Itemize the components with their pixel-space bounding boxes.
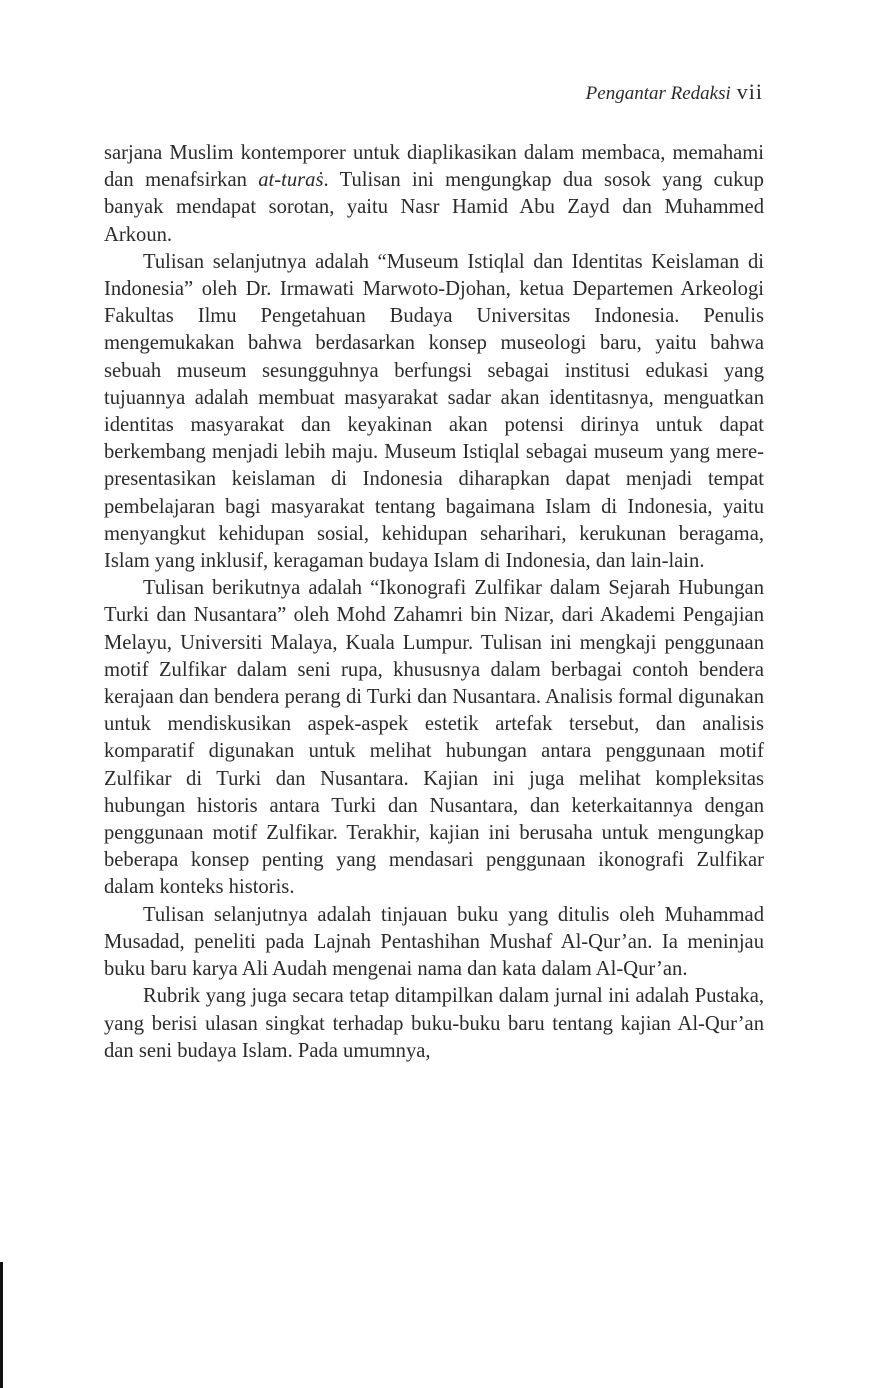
paragraph-3: Tulisan berikutnya adalah “Ikonografi Zulfikar dalam Sejarah Hubungan Turki dan Nusantara” oleh Mohd Zahamri bin Nizar, dari Akademi Pengajian Melayu, Universiti Malaya, Kuala Lumpur. Tulisan ini mengkaji penggunaan motif Zulfikar dalam seni rupa, khususnya dalam berbagai contoh bendera kerajaan dan bendera perang di Turki dan Nusantara. Analisis formal digunakan untuk mendiskusikan aspek-aspek estetik artefak tersebut, dan analisis komparatif digunakan untuk melihat hubungan antara penggunaan motif Zulfikar di Turki dan Nusantara. Kajian ini juga melihat kompleksitas hubungan historis antara Turki dan Nusantara, dan keterkaitannya dengan penggunaan motif Zulfikar. Terakhir, kajian ini berusaha untuk mengungkap beberapa konsep penting yang mendasari penggunaan ikonografi Zulfikar dalam konteks historis. xyxy=(104,577,764,899)
running-header-section: Pengantar Redaksi xyxy=(585,83,731,104)
page-edge-mark xyxy=(0,1262,3,1388)
page-number: vii xyxy=(736,79,763,104)
paragraph-2: Tulisan selanjutnya adalah “Museum Istiqlal dan Identitas Keislaman di Indonesia” oleh Dr. Irmawati Marwoto-Djohan, ketua Departemen Arkeologi Fakultas Ilmu Pengetahuan Budaya Universitas Indonesia. Penulis mengemukakan bahwa berdasarkan konsep museologi baru, yaitu bahwa sebuah museum sesungguhnya berfungsi sebagai institusi edukasi yang tujuannya adalah membuat masyarakat sadar akan identitasnya, menguatkan identitas masyarakat dan keyakinan akan potensi dirinya untuk dapat berkembang menjadi lebih maju. Museum Istiqlal sebagai museum yang merepresentasikan keislaman di Indonesia diharapkan dapat menjadi tempat pembelajaran bagi masyarakat tentang bagaimana Islam di Indonesia, yaitu menyangkut kehidupan sosial, kehidupan seharihari, kerukunan beragama, Islam yang inklusif, keragaman budaya Islam di Indonesia, dan lain-lain. xyxy=(104,250,764,573)
paragraph-1-part-1: sarjana Muslim kontemporer untuk diaplikasikan dalam membaca, memahami dan menafsirkan xyxy=(104,142,764,192)
paragraph-1-term: at-turaṡ xyxy=(258,169,324,192)
paragraph-4: Tulisan selanjutnya adalah tinjauan buku yang ditulis oleh Muhammad Musadad, peneliti pada Lajnah Pentashihan Mushaf Al-Qur’an. Ia meninjau buku baru karya Ali Audah mengenai nama dan kata dalam Al-Qur’an. xyxy=(104,903,764,981)
running-header xyxy=(586,80,763,106)
body-text xyxy=(104,140,764,1065)
paragraph-5: Rubrik yang juga secara tetap ditampilkan dalam jurnal ini adalah Pustaka, yang berisi ulasan singkat terhadap buku-buku baru tentang kajian Al-Qur’an dan seni budaya Islam. Pada umumnya, xyxy=(104,985,764,1062)
paragraph-1 xyxy=(104,140,764,249)
paragraph-1-part-2: . Tulisan ini mengungkap dua sosok yang cukup banyak mendapat sorotan, yaitu Nasr Hamid Abu Zayd dan Muhammed Arkoun. xyxy=(104,169,764,246)
